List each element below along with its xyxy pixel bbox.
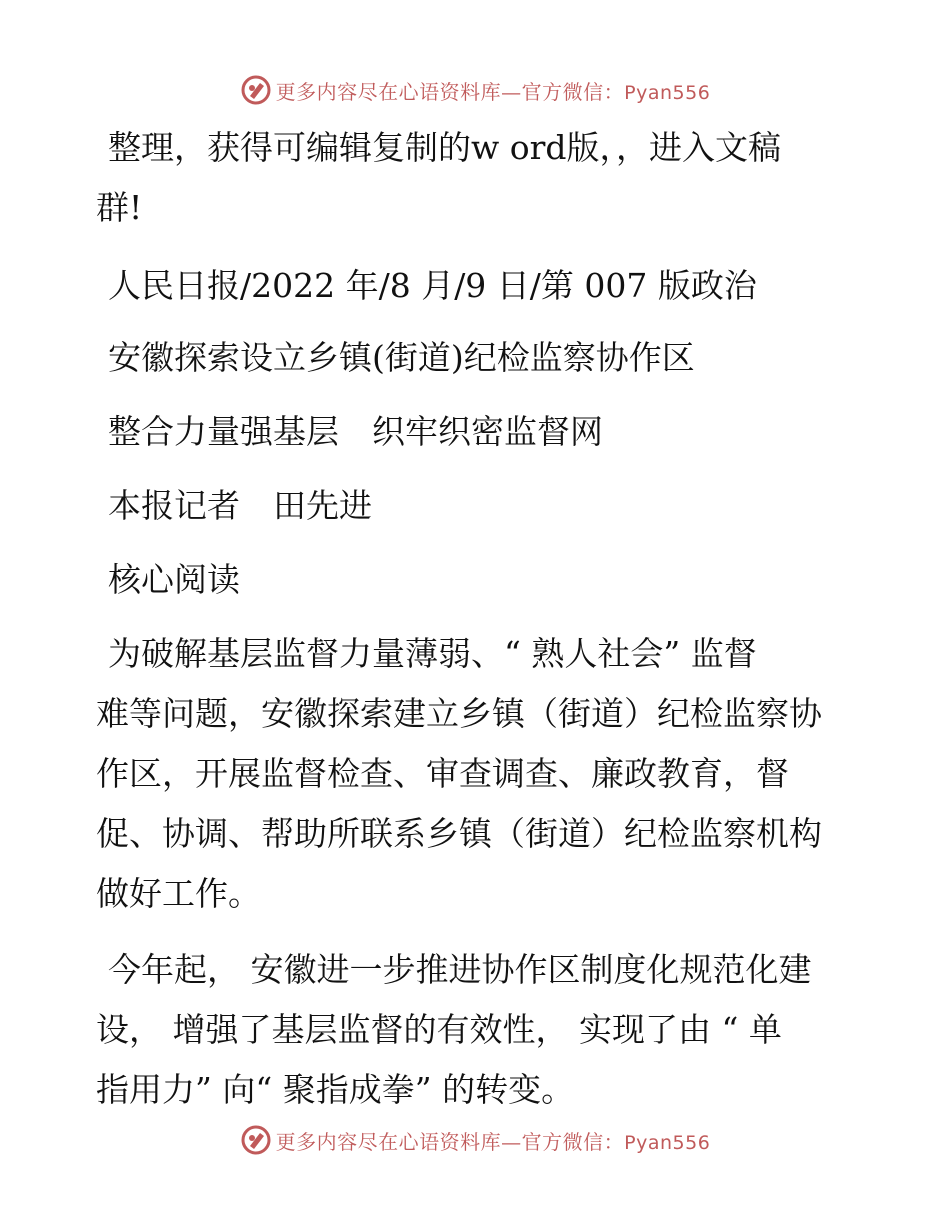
intro-line-1: 整理，获得可编辑复制的w ord版，，进入文稿 (108, 128, 782, 167)
watermark-wechat-id: Pyan556 (624, 81, 711, 104)
source-line: 人民日报/2022 年/8 月/9 日/第 007 版政治 (108, 266, 757, 305)
paragraph-2-line: 设， 增强了基层监督的有效性， 实现了由 “ 单 (96, 1010, 782, 1049)
article-title: 安徽探索设立乡镇(街道)纪检监察协作区 (108, 338, 695, 377)
section-label: 核心阅读 (108, 560, 240, 599)
intro-line-2: 群! (96, 188, 143, 227)
paragraph-1-line: 促、协调、帮助所联系乡镇（街道）纪检监察机构 (96, 814, 822, 853)
footer-watermark (0, 1120, 950, 1160)
pen-nib-circle-icon (240, 74, 272, 106)
watermark-label: 更多内容尽在心语资料库—官方微信： (275, 1129, 625, 1154)
paragraph-1-line: 做好工作。 (96, 874, 261, 913)
pen-nib-circle-icon (240, 1124, 272, 1156)
paragraph-2-line: 今年起， 安徽进一步推进协作区制度化规范化建 (108, 950, 812, 989)
paragraph-1 (96, 624, 856, 924)
watermark-wechat-id: Pyan556 (624, 1131, 711, 1154)
paragraph-2-line: 指用力” 向“ 聚指成拳” 的转变。 (96, 1070, 575, 1109)
paragraph-1-line: 为破解基层监督力量薄弱、“ 熟人社会” 监督 (108, 634, 757, 673)
header-watermark (0, 70, 950, 110)
paragraph-1-line: 难等问题，安徽探索建立乡镇（街道）纪检监察协 (96, 694, 822, 733)
document-body (96, 118, 856, 1120)
paragraph-2 (96, 940, 856, 1120)
watermark-label: 更多内容尽在心语资料库—官方微信： (275, 79, 625, 104)
byline: 本报记者 田先进 (108, 486, 372, 525)
paragraph-1-line: 作区，开展监督检查、审查调查、廉政教育，督 (96, 754, 789, 793)
article-subtitle: 整合力量强基层 织牢织密监督网 (108, 412, 603, 451)
watermark-text (276, 76, 711, 105)
watermark-text (276, 1126, 711, 1155)
